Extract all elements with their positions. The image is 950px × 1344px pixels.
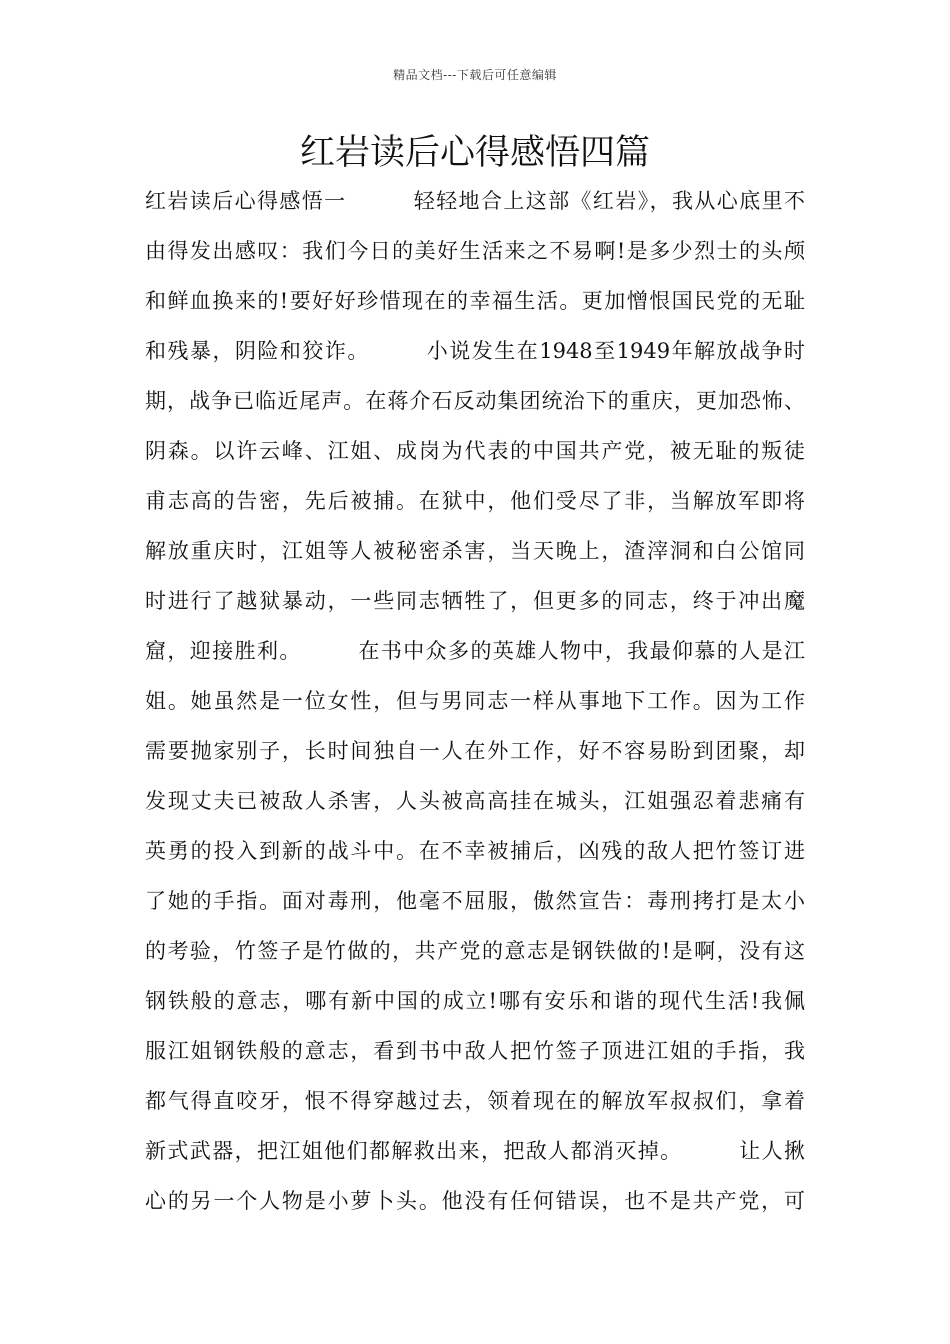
document-body: [145, 176, 805, 1226]
body-line: 钢铁般的意志，哪有新中国的成立!哪有安乐和谐的现代生活!我佩: [145, 989, 805, 1013]
body-line: 需要抛家别子，长时间独自一人在外工作，好不容易盼到团聚，却: [145, 739, 805, 763]
body-line: 解放重庆时，江姐等人被秘密杀害，当天晚上，渣滓洞和白公馆同: [145, 539, 805, 563]
body-line: 和鲜血换来的!要好好珍惜现在的幸福生活。更加憎恨国民党的无耻: [145, 289, 805, 313]
body-line: 新式武器，把江姐他们都解救出来，把敌人都消灭掉。 让人揪: [145, 1139, 805, 1163]
body-line: 心的另一个人物是小萝卜头。他没有任何错误，也不是共产党，可: [145, 1189, 805, 1213]
header-note: 精品文档---下载后可任意编辑: [393, 68, 557, 82]
body-line: 阴森。以许云峰、江姐、成岗为代表的中国共产党，被无耻的叛徒: [145, 439, 805, 463]
body-line: 的考验，竹签子是竹做的，共产党的意志是钢铁做的!是啊，没有这: [145, 939, 805, 963]
document-title: 红岩读后心得感悟四篇: [299, 133, 650, 173]
body-line: 姐。她虽然是一位女性，但与男同志一样从事地下工作。因为工作: [145, 689, 805, 713]
body-line: 窟，迎接胜利。 在书中众多的英雄人物中，我最仰慕的人是江: [145, 639, 805, 663]
body-line: 发现丈夫已被敌人杀害，人头被高高挂在城头，江姐强忍着悲痛有: [145, 789, 805, 813]
body-line: 了她的手指。面对毒刑，他毫不屈服，傲然宣告：毒刑拷打是太小: [145, 889, 805, 913]
body-line: 服江姐钢铁般的意志，看到书中敌人把竹签子顶进江姐的手指，我: [145, 1039, 805, 1063]
body-line: 期，战争已临近尾声。在蒋介石反动集团统治下的重庆，更加恐怖、: [145, 389, 805, 413]
body-line: 都气得直咬牙，恨不得穿越过去，领着现在的解放军叔叔们，拿着: [145, 1089, 805, 1113]
body-line: 时进行了越狱暴动，一些同志牺牲了，但更多的同志，终于冲出魔: [145, 589, 805, 613]
body-line: 甫志高的告密，先后被捕。在狱中，他们受尽了非，当解放军即将: [145, 489, 805, 513]
body-line: 和残暴，阴险和狡诈。 小说发生在1948至1949年解放战争时: [145, 339, 805, 363]
body-line: 红岩读后心得感悟一 轻轻地合上这部《红岩》，我从心底里不: [145, 189, 805, 213]
body-line: 由得发出感叹：我们今日的美好生活来之不易啊!是多少烈士的头颅: [145, 239, 805, 263]
body-line: 英勇的投入到新的战斗中。在不幸被捕后，凶残的敌人把竹签订进: [145, 839, 805, 863]
